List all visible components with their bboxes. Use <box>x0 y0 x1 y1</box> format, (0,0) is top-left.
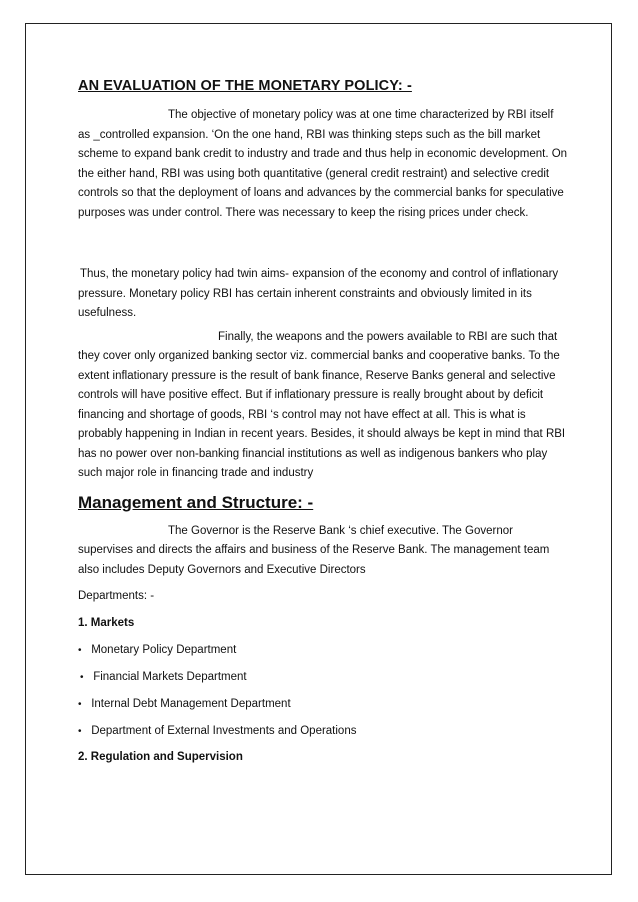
paragraph-objective: The objective of monetary policy was at one time characterized by RBI itself as _controlled expansion. ‘On the one hand, RBI was thinking steps such as the bill market scheme to expand bank credit to industry and trade and thus help in economic development. On the either hand, RBI was using both quantitative (general credit restraint) and selective credit controls so that the deployment of loans and advances by the commercial banks for speculative purposes was under control. There was necessary to keep the rising prices under check. <box>78 109 568 219</box>
departments-label: Departments: - <box>78 590 155 602</box>
bullet-icon: • <box>78 699 82 710</box>
list-item-label: Department of External Investments and Operations <box>91 725 357 737</box>
list-item <box>78 698 568 710</box>
list-item <box>78 725 568 737</box>
heading-management-structure: Management and Structure: - <box>78 492 314 512</box>
paragraph-twin-aims: Thus, the monetary policy had twin aims- expansion of the economy and control of inflationary pressure. Monetary policy RBI has certain inherent constraints and obviously limited in its usefulness. <box>78 268 559 319</box>
paragraph-governor: The Governor is the Reserve Bank ‘s chief executive. The Governor supervises and directs the affairs and business of the Reserve Bank. The management team also includes Deputy Governors and Executive Directors <box>78 524 550 576</box>
bullet-icon: • <box>78 645 82 656</box>
section-regulation-supervision: 2. Regulation and Supervision <box>78 751 243 763</box>
list-item <box>78 644 568 656</box>
list-item <box>78 671 568 683</box>
document-body <box>78 78 568 763</box>
paragraph-weapons-powers: Finally, the weapons and the powers available to RBI are such that they cover only organized banking sector viz. commercial banks and cooperative banks. To the extent inflationary pressure is the result of bank finance, Reserve Banks general and selective controls will have positive effect. But if inflationary pressure is really brought about by deficit financing and shortage of goods, RBI ‘s control may not have effect at all. This is what is probably happening in Indian in recent years. Besides, it should always be kept in mind that RBI has no power over non-banking financial institutions as well as indigenous bankers who play such major role in financing trade and industry <box>78 330 566 479</box>
section-markets: 1. Markets <box>78 617 135 629</box>
list-item-label: Monetary Policy Department <box>91 644 237 656</box>
bullet-icon: • <box>78 726 82 737</box>
list-item-label: Internal Debt Management Department <box>91 698 291 710</box>
list-item-label: Financial Markets Department <box>93 671 247 683</box>
bullet-icon: • <box>80 672 84 683</box>
heading-monetary-policy-evaluation: AN EVALUATION OF THE MONETARY POLICY: - <box>78 78 412 94</box>
